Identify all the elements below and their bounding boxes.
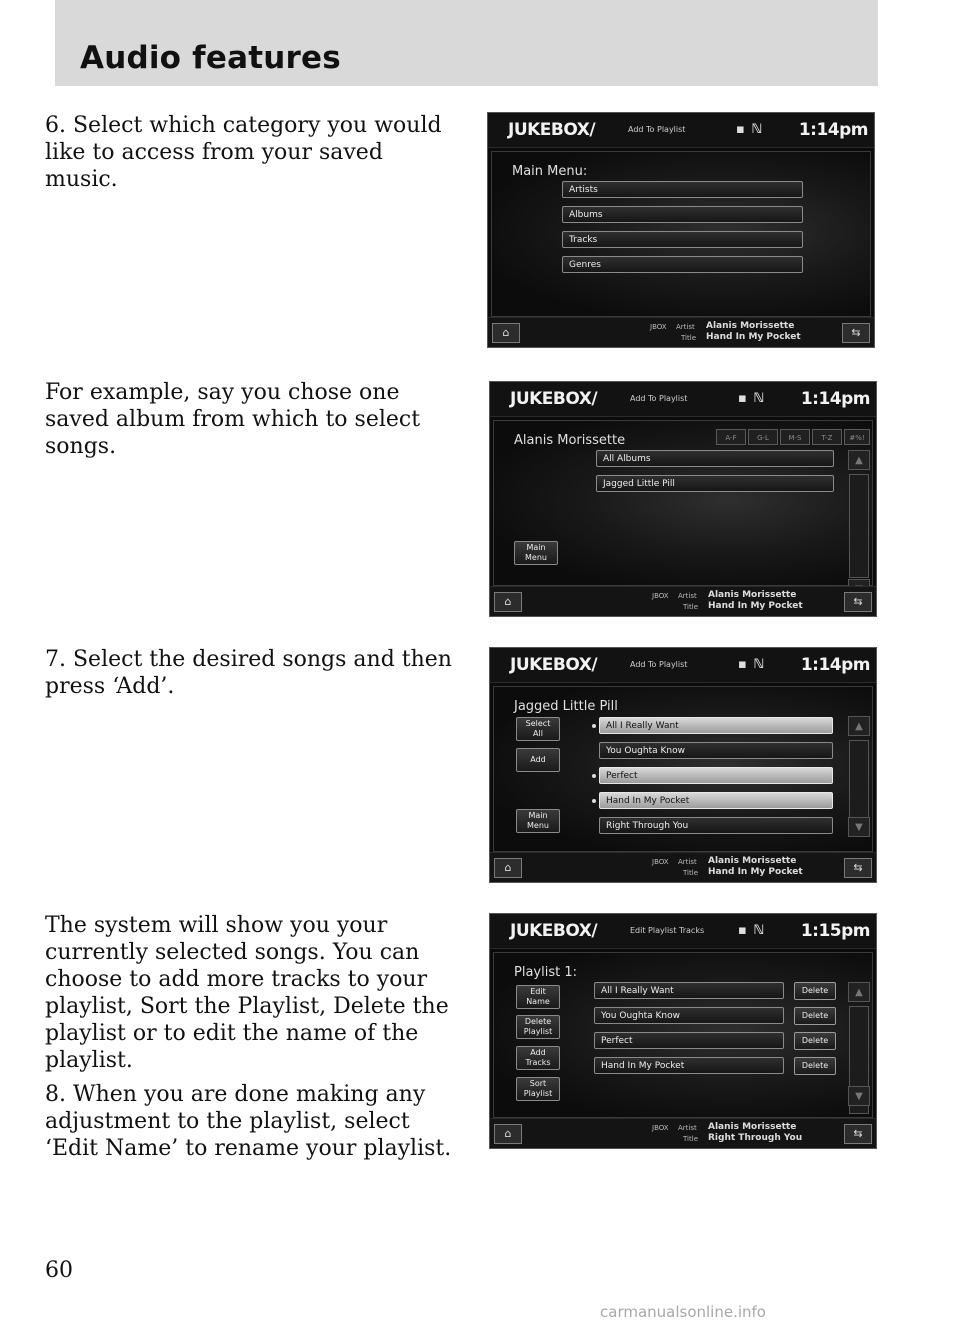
title-label: Title [683,603,699,611]
title-value: Hand In My Pocket [708,601,803,611]
screen-heading: Alanis Morissette [514,433,626,448]
back-icon[interactable]: ⇆ [844,1124,872,1144]
title-value: Right Through You [708,1133,803,1143]
playlist-item-hand-in-my-pocket[interactable]: Hand In My Pocket [594,1057,784,1074]
delete-track-button[interactable]: Delete [794,1057,836,1075]
screen-top-bar [490,914,876,949]
screen-heading: Jagged Little Pill [514,699,618,714]
selected-marker [592,774,596,778]
source-label: JBOX [650,323,667,331]
screen-subtitle: Edit Playlist Tracks [630,926,705,935]
delete-track-button[interactable]: Delete [794,982,836,1000]
artist-value: Alanis Morissette [708,590,797,600]
tab-t-z[interactable]: T-Z [812,429,842,445]
jukebox-title: JUKEBOX/ [510,655,598,675]
clock: 1:14pm [800,655,870,675]
scroll-down-icon[interactable]: ▼ [848,817,870,837]
step-7-text: 7. Select the desired songs and then press ‘Add’. [45,647,452,699]
delete-track-button[interactable]: Delete [794,1007,836,1025]
jukebox-title: JUKEBOX/ [508,120,596,140]
track-item-you-oughta-know[interactable]: You Oughta Know [599,742,833,759]
source-label: JBOX [652,1124,669,1132]
signal-icon: ▪ ℕ [736,122,764,137]
scroll-up-icon[interactable]: ▲ [848,982,870,1002]
clock: 1:15pm [800,921,870,941]
back-icon[interactable]: ⇆ [842,323,870,343]
scrollbar[interactable] [849,474,869,578]
artist-value: Alanis Morissette [706,321,795,331]
screen-panel [493,952,873,1118]
screen-heading: Main Menu: [512,164,588,179]
screen-bottom-bar [490,586,876,616]
album-item-jagged-little-pill[interactable]: Jagged Little Pill [596,475,834,492]
title-label: Title [683,869,699,877]
add-button[interactable]: Add [516,748,560,772]
screen-panel [493,420,873,586]
menu-item-albums[interactable]: Albums [562,206,803,223]
scroll-down-icon[interactable]: ▼ [848,1086,870,1106]
page-number: 60 [45,1258,73,1283]
screen-top-bar [490,382,876,417]
scroll-up-icon[interactable]: ▲ [848,450,870,470]
screen-subtitle: Add To Playlist [630,660,688,669]
artist-label: Artist [678,858,697,866]
example-text: For example, say you chose one saved album from which to select songs. [45,380,421,459]
screen-bottom-bar [490,852,876,882]
screen-top-bar [490,648,876,683]
source-label: JBOX [652,858,669,866]
artist-label: Artist [678,1124,697,1132]
delete-track-button[interactable]: Delete [794,1032,836,1050]
screen-panel [491,151,871,317]
playlist-item-perfect[interactable]: Perfect [594,1032,784,1049]
screen-subtitle: Add To Playlist [630,394,688,403]
track-item-all-i-really-want[interactable]: All I Really Want [599,717,833,734]
tab-m-s[interactable]: M-S [780,429,810,445]
screen-heading: Playlist 1: [514,965,577,980]
signal-icon: ▪ ℕ [738,391,766,406]
artist-value: Alanis Morissette [708,856,797,866]
scrollbar[interactable] [849,740,869,818]
step-6-text: 6. Select which category you would like to access from your saved music. [45,113,442,192]
edit-name-button[interactable]: Edit Name [516,985,560,1009]
screen-album-tracks [489,647,877,883]
main-menu-button[interactable]: Main Menu [516,809,560,833]
source-label: JBOX [652,592,669,600]
tab-symbols[interactable]: #%! [844,429,870,445]
back-icon[interactable]: ⇆ [844,592,872,612]
clock: 1:14pm [798,120,868,140]
artist-label: Artist [676,323,695,331]
playlist-item-all-i-really-want[interactable]: All I Really Want [594,982,784,999]
playlist-item-you-oughta-know[interactable]: You Oughta Know [594,1007,784,1024]
screen-bottom-bar [490,1118,876,1148]
screen-main-menu [487,112,875,348]
scroll-up-icon[interactable]: ▲ [848,716,870,736]
home-icon[interactable]: ⌂ [494,1124,522,1144]
add-tracks-button[interactable]: Add Tracks [516,1046,560,1070]
track-item-right-through-you[interactable]: Right Through You [599,817,833,834]
title-label: Title [683,1135,699,1143]
back-icon[interactable]: ⇆ [844,858,872,878]
tab-a-f[interactable]: A-F [716,429,746,445]
title-value: Hand In My Pocket [706,332,801,342]
home-icon[interactable]: ⌂ [492,323,520,343]
home-icon[interactable]: ⌂ [494,592,522,612]
menu-item-artists[interactable]: Artists [562,181,803,198]
jukebox-title: JUKEBOX/ [510,921,598,941]
selected-marker [592,799,596,803]
track-item-perfect[interactable]: Perfect [599,767,833,784]
screen-artist-albums [489,381,877,617]
delete-playlist-button[interactable]: Delete Playlist [516,1015,560,1039]
album-item-all-albums[interactable]: All Albums [596,450,834,467]
screen-top-bar [488,113,874,148]
screen-panel [493,686,873,852]
signal-icon: ▪ ℕ [738,657,766,672]
clock: 1:14pm [800,389,870,409]
menu-item-tracks[interactable]: Tracks [562,231,803,248]
track-item-hand-in-my-pocket[interactable]: Hand In My Pocket [599,792,833,809]
tab-g-l[interactable]: G-L [748,429,778,445]
home-icon[interactable]: ⌂ [494,858,522,878]
jukebox-title: JUKEBOX/ [510,389,598,409]
artist-label: Artist [678,592,697,600]
select-all-button[interactable]: Select All [516,717,560,741]
screen-bottom-bar [488,317,874,347]
signal-icon: ▪ ℕ [738,923,766,938]
selected-marker [592,724,596,728]
menu-item-genres[interactable]: Genres [562,256,803,273]
title-label: Title [681,334,697,342]
screen-subtitle: Add To Playlist [628,125,686,134]
section-title: Audio features [80,40,341,76]
screen-edit-playlist [489,913,877,1149]
watermark: carmanualsonline.info [600,1303,766,1321]
title-value: Hand In My Pocket [708,867,803,877]
step-8-text: 8. When you are done making any adjustment to the playlist, select ‘Edit Name’ to rename your playlist. [45,1082,452,1161]
main-menu-button[interactable]: Main Menu [514,541,558,565]
playlist-description-text: The system will show you your currently selected songs. You can choose to add more tracks to your playlist, Sort the Playlist, Delete the playlist or to edit the name of the playlist. [45,913,449,1073]
artist-value: Alanis Morissette [708,1122,797,1132]
sort-playlist-button[interactable]: Sort Playlist [516,1077,560,1101]
